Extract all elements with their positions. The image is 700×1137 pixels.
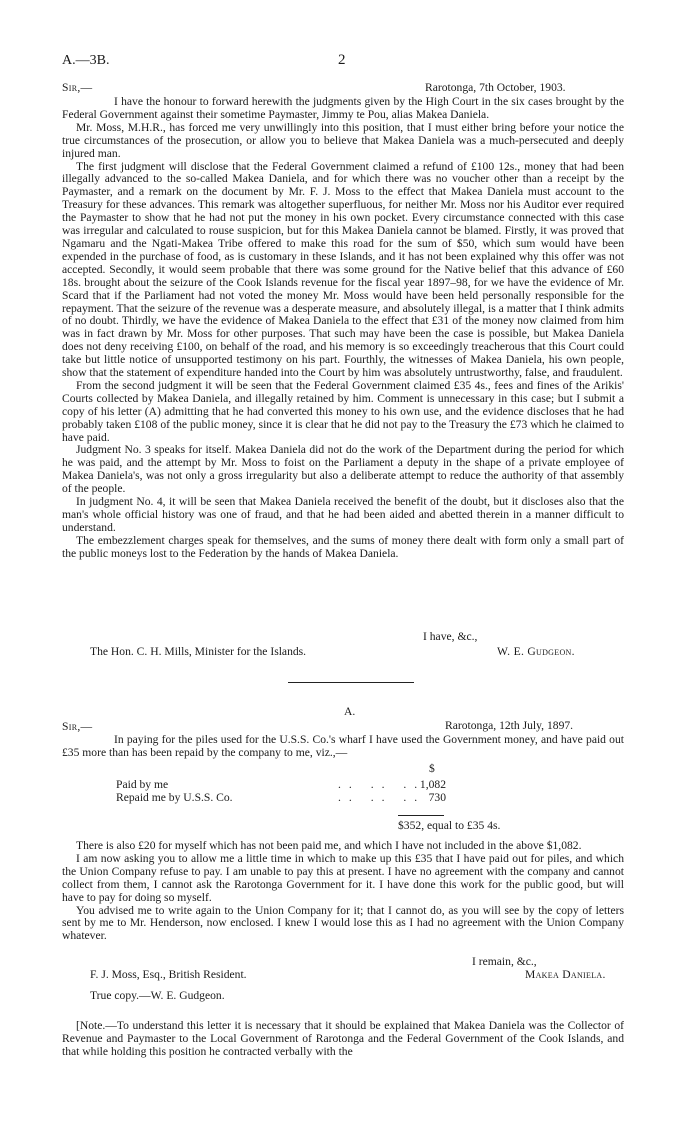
letter2-dateline: Rarotonga, 12th July, 1897. — [445, 719, 574, 732]
document-reference: A.—3B. — [62, 53, 110, 68]
letter2-intro — [62, 734, 624, 760]
letter1-paragraph: Judgment No. 3 speaks for itself. Makea Daniela did not do the work of the Department during the period for which he was paid, and the attempt by Mr. Moss to foist on the Parliament a deputy in the shape of a private employee of Makea Daniela's, was not only a gross irregularity but also a deliberate attempt to reduce the authority of that assembly of the people. — [62, 443, 624, 496]
letter2-intro-text: In paying for the piles used for the U.S.S. Co.'s wharf I have used the Government money, and have paid out £35 more than has been repaid by the company to me, viz.,— — [62, 733, 624, 759]
letter2-closing: I remain, &c., — [472, 955, 537, 968]
letter1-addressee: The Hon. C. H. Mills, Minister for the Islands. — [90, 645, 307, 658]
letter2-paragraph: You advised me to write again to the Union Company for it; that I cannot do, as you will see by the copy of letters sent by me to Mr. Henderson, now enclosed. I knew I would lose this as I had no agreement with the Union Company whatever. — [62, 903, 624, 943]
letter1-paragraph: In judgment No. 4, it will be seen that Makea Daniela received the benefit of the doubt, but it discloses also that the man's whole official history was one of fraud, and that he had been aided and abetted therein in a manner difficult to understand. — [62, 495, 624, 534]
note-text: [Note.—To understand this letter it is necessary that it should be explained that Makea Daniela was the Collector of Revenue and Paymaster to the Local Government of Rarotonga and the Federal Government of the Cook Islands, and that while holding this position he contracted verbally with the — [62, 1019, 624, 1058]
letter2-paragraph: I am now asking you to allow me a little time in which to make up this £35 that I have paid out for piles, and which the Union Company refuse to pay. I am unable to pay this at present. I have no agreement with the company and cannot collect from them, I cannot ask the Rarotonga Government for it. I have done this work for the public good, but will have to pay for doing so myself. — [62, 851, 624, 904]
table-total: $352, equal to £35 4s. — [398, 819, 501, 832]
total-rule — [398, 815, 444, 816]
letter1-paragraph: From the second judgment it will be seen that the Federal Government claimed £35 4s., fees and fines of the Arikis' Courts collected by Makea Daniela, and illegally retained by him. Comment is unnecessary in this case; but I submit a copy of his letter (A) admitting that he had converted this money to his own use, and the evidence discloses that he had probably taken £108 of the public money, since it is clear that he did not pay to the Treasury the £73 which he claimed to have paid. — [62, 378, 624, 444]
letter1-body — [62, 96, 624, 561]
row-label: Repaid me by U.S.S. Co. — [116, 791, 233, 804]
letter2-salutation: Sir,— — [62, 720, 93, 733]
letter1-paragraph: I have the honour to forward herewith the judgments given by the High Court in the six cases brought by the Federal Government against their sometime Paymaster, Jimmy te Pou, alias Makea Daniela. — [62, 95, 624, 121]
letter1-paragraph: Mr. Moss, M.H.R., has forced me very unwillingly into this position, that I must either bring before your notice the true circumstances of the prosecution, or allow you to believe that Makea Daniela was a much-persecuted and deeply injured man. — [62, 120, 624, 160]
letter1-dateline: Rarotonga, 7th October, 1903. — [425, 81, 566, 94]
letter2-signature: Makea Daniela. — [525, 968, 606, 981]
page-number: 2 — [338, 52, 346, 68]
note-block — [62, 1020, 624, 1059]
row-leader: .. .. .. — [338, 778, 426, 791]
section-divider — [288, 682, 414, 683]
row-amount: 1,082 — [419, 778, 446, 791]
row-leader: .. .. .. — [338, 791, 426, 804]
enclosure-label: A. — [344, 705, 356, 718]
letter1-paragraph: The first judgment will disclose that the Federal Government claimed a refund of £100 12s., money that had been illegally advanced to the so-called Makea Daniela, and for which there was no voucher other than a receipt by the Paymaster, and a remark on the document by Mr. F. J. Moss to the effect that Makea Daniela must account to the Treasury for these advances. This remark was altogether superfluous, for neither Mr. Moss nor his Auditor ever required the Paymaster to show that he had not put the money in his own pocket. Every circumstance connected with this case was irregular and calculated to rouse suspicion, but for this Makea Daniela cannot be blamed. Firstly, it was proved that Ngamaru and the Ngati-Makea Tribe offered to make this road for the sum of $50, which sum would have been expended in the purchase of food, as is customary in these Islands, and it has not been explained why this offer was not accepted. Secondly, it would seem probable that there was some ground for the Native belief that this advance of £60 18s. brought about the seizure of the Cook Islands revenue for the fiscal year 1897–98, for we have the evidence of Mr. Scard that if the Parliament had not voted the money Mr. Moss would have been held personally responsible for the repayment. That the seizure of the revenue was a desperate measure, and absolutely illegal, is a matter that I think admits of no doubt. Thirdly, we have the evidence of Makea Daniela to the effect that £31 of the money now claimed from him was in fact drawn by Mr. Moss for other purposes. That such may have been the case is possible, but Makea Daniela does not deny receiving £100, on behalf of the road, and his memory is so exceedingly treacherous that this Court could take but little notice of unsupported testimony on his part. Fourthly, the witnesses of Makea Daniela, his own people, show that the statement of expenditure handed into the Court by him was absolutely untrustworthy, false, and fraudulent. — [62, 159, 624, 380]
letter1-signature: W. E. Gudgeon. — [497, 645, 575, 658]
letter1-closing: I have, &c., — [423, 630, 478, 643]
letter2-body — [62, 840, 624, 943]
currency-symbol: $ — [429, 762, 435, 775]
letter2-addressee: F. J. Moss, Esq., British Resident. — [90, 968, 247, 981]
true-copy-line: True copy.—W. E. Gudgeon. — [90, 989, 225, 1002]
letter1-salutation: Sir,— — [62, 81, 93, 94]
table-row — [116, 792, 456, 805]
row-label: Paid by me — [116, 778, 169, 791]
payment-table — [116, 779, 456, 805]
letter2-paragraph: There is also £20 for myself which has not been paid me, and which I have not included in the above $1,082. — [76, 839, 582, 852]
row-amount: 730 — [428, 791, 446, 804]
letter1-paragraph: The embezzlement charges speak for themselves, and the sums of money there dealt with form only a small part of the public moneys lost to the Federation by the hands of Makea Daniela. — [62, 533, 624, 560]
